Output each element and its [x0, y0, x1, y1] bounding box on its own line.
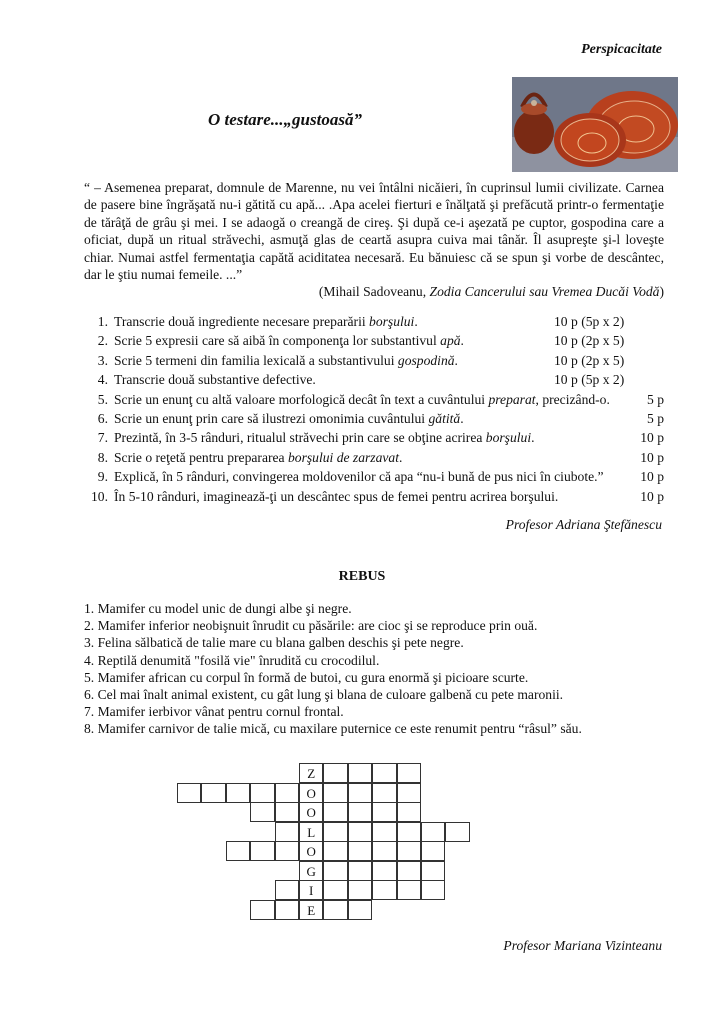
task-number: 5.: [97, 391, 108, 407]
task-text-main: Scrie un enunţ cu altă valoare morfologică decât în text a cuvântului: [114, 391, 489, 407]
task-text: [114, 314, 554, 330]
crossword-cell[interactable]: [372, 822, 396, 842]
crossword-cell[interactable]: [421, 822, 445, 842]
crossword-cell[interactable]: [275, 880, 299, 900]
task-emphasis: gospodină: [397, 352, 455, 368]
task-points: 10 p (5p x 2): [554, 372, 625, 388]
task-item: [84, 372, 664, 391]
rebus-clue: 4. Reptilă denumită "fosilă vie" înrudită cu crocodilul.: [84, 652, 380, 668]
crossword-cell[interactable]: [372, 802, 396, 822]
crossword-cell[interactable]: [397, 763, 421, 783]
crossword-cell[interactable]: [323, 802, 347, 822]
crossword-cell[interactable]: [348, 880, 372, 900]
task-text: [114, 469, 636, 485]
task-number: 7.: [97, 430, 108, 446]
task-points: 10 p: [640, 430, 664, 446]
crossword-cell[interactable]: [323, 900, 347, 920]
task-emphasis: apă: [440, 333, 461, 349]
task-item: [84, 411, 664, 430]
task-text-main: Transcrie două substantive defective.: [114, 372, 316, 388]
rebus-clue: 2. Mamifer inferior neobişnuit înrudit cu păsările: are cioc şi se reproduce prin ouă.: [84, 618, 538, 634]
pottery-image: [512, 77, 678, 172]
task-text-end: .: [399, 449, 403, 465]
crossword-cell[interactable]: [226, 783, 250, 803]
section-label: Perspicacitate: [581, 42, 662, 57]
task-item: [84, 489, 664, 508]
crossword-cell[interactable]: [397, 802, 421, 822]
crossword-cell[interactable]: [323, 783, 347, 803]
task-number: 3.: [97, 352, 108, 368]
crossword-key-cell[interactable]: O: [299, 783, 323, 803]
task-points: 10 p (2p x 5): [554, 333, 625, 349]
task-text-main: Transcrie două ingrediente necesare preparării: [114, 314, 370, 329]
rebus-clue: 6. Cel mai înalt animal existent, cu gât lung şi blana de culoare galbenă cu pete maronii.: [84, 686, 564, 702]
task-number: 8.: [97, 449, 108, 465]
citation-author: (Mihail Sadoveanu,: [318, 284, 430, 300]
crossword-cell[interactable]: [397, 783, 421, 803]
task-text-main: Scrie o reţetă pentru prepararea: [114, 449, 288, 465]
quote-citation: [84, 283, 664, 300]
task-item: [84, 430, 664, 449]
task-number: 4.: [97, 372, 108, 388]
rebus-clue-list: [84, 601, 664, 739]
rebus-clue: 1. Mamifer cu model unic de dungi albe şi negre.: [84, 601, 352, 616]
task-text-end: .: [454, 352, 458, 368]
task-text: [114, 411, 604, 427]
task-points: 10 p: [640, 488, 664, 504]
crossword-cell[interactable]: [323, 822, 347, 842]
crossword-cell[interactable]: [397, 861, 421, 881]
crossword-key-cell[interactable]: L: [299, 822, 323, 842]
crossword-cell[interactable]: [421, 841, 445, 861]
task-text-main: Prezintă, în 3-5 rânduri, ritualul străvechi prin care se obţine acrirea: [114, 430, 486, 446]
crossword-cell[interactable]: [397, 822, 421, 842]
crossword-cell[interactable]: [250, 841, 274, 861]
crossword-cell[interactable]: [348, 841, 372, 861]
crossword-cell[interactable]: [177, 783, 201, 803]
crossword-cell[interactable]: [348, 822, 372, 842]
crossword-cell[interactable]: [250, 900, 274, 920]
rebus-title: REBUS: [338, 569, 386, 584]
task-emphasis: preparat: [488, 391, 536, 407]
crossword-cell[interactable]: [397, 841, 421, 861]
task-text-end: .: [531, 430, 535, 446]
crossword-cell[interactable]: [445, 822, 469, 842]
task-text-end: .: [460, 333, 464, 349]
task-text-end: .: [414, 314, 418, 329]
crossword-key-cell[interactable]: I: [299, 880, 323, 900]
task-item: [84, 353, 664, 372]
crossword-cell[interactable]: [323, 880, 347, 900]
crossword-key-cell[interactable]: E: [299, 900, 323, 920]
crossword-key-cell[interactable]: O: [299, 802, 323, 822]
task-item: [84, 450, 664, 469]
rebus-clue: 8. Mamifer carnivor de talie mică, cu maxilare puternice ce este renumit pentru “râsul” său.: [84, 721, 582, 737]
task-text-main: În 5-10 rânduri, imaginează-ţi un descântec spus de femei pentru acrirea borşului.: [114, 488, 559, 504]
task-text-main: Explică, în 5 rânduri, convingerea moldovenilor că apa “nu-i bună de pus nici în ciubote.”: [114, 469, 604, 485]
task-number: 1.: [97, 314, 108, 329]
task-text: [114, 430, 604, 446]
task-number: 9.: [97, 469, 108, 485]
task-text: [114, 489, 604, 505]
crossword-cell[interactable]: [323, 861, 347, 881]
rebus-clue: 5. Mamifer african cu corpul în formă de butoi, cu gura enormă şi picioare scurte.: [84, 669, 529, 685]
task-points: 10 p: [640, 449, 664, 465]
crossword-cell[interactable]: [348, 763, 372, 783]
task-item: [84, 333, 664, 352]
crossword-cell[interactable]: [275, 802, 299, 822]
task-points: 10 p (2p x 5): [554, 352, 625, 368]
citation-work: Zodia Cancerului sau Vremea Ducăi Vodă: [429, 284, 660, 300]
task-points: 5 p: [647, 410, 664, 426]
task-number: 2.: [97, 333, 108, 349]
article-title: O testare...„gustoasă”: [208, 110, 362, 129]
task-text: [114, 450, 604, 466]
task-item: [84, 392, 664, 411]
task-number: 6.: [97, 410, 108, 426]
pottery-illustration: [512, 77, 678, 172]
crossword-cell[interactable]: [275, 841, 299, 861]
rebus-clue: 3. Felina sălbatică de talie mare cu blana galben deschis şi pete negre.: [84, 635, 464, 651]
quote-block: [84, 179, 664, 301]
rebus-clue: 7. Mamifer ierbivor vânat pentru cornul frontal.: [84, 704, 344, 720]
crossword-cell[interactable]: [372, 841, 396, 861]
task-text-end: , precizând-o.: [535, 391, 610, 407]
task-emphasis: gătită: [428, 410, 461, 426]
crossword-cell[interactable]: [275, 822, 299, 842]
task-number: 10.: [91, 488, 108, 504]
task-emphasis: borşului: [369, 314, 415, 329]
task-emphasis: borşului: [485, 430, 532, 446]
crossword-grid: [177, 763, 477, 923]
task-text-main: Scrie un enunţ prin care să ilustrezi omonimia cuvântului: [114, 410, 429, 426]
task-points: 5 p: [647, 391, 664, 407]
task-points: 10 p: [640, 469, 664, 485]
task-item: [84, 314, 664, 333]
author-signature: Profesor Adriana Ştefănescu: [505, 517, 662, 532]
task-points: 10 p (5p x 2): [554, 314, 625, 329]
crossword-cell[interactable]: [323, 763, 347, 783]
task-text: [114, 333, 554, 349]
quote-text: “ – Asemenea preparat, domnule de Marenne, nu vei întâlni nicăieri, în cuprinsul lumii civilizate. Carnea de pasere bine îngrăşată nu-i gătită cu apă... .Apa acelei fierturi e înălţată şi prefăcută printr-o fermentaţie de tărâţă de grâu şi mei. I se adaogă o creangă de cireş. Şi după ce-i aşezată pe cuptor, gospodina care a oficiat, după un ritual străvechi, asmuţă glas de ceartă asupra cuiva mai tânăr. Îl asupreşte şi-l loveşte chiar. Numai astfel fermentaţia capătă aciditatea necesară. Eu bănuiesc că se spun şi vorbe de descântec, dar le ştiu numai femeile. ...”: [84, 180, 664, 283]
task-text-end: .: [460, 410, 464, 426]
task-text: [114, 353, 554, 369]
crossword-key-cell[interactable]: G: [299, 861, 323, 881]
crossword-cell[interactable]: [348, 783, 372, 803]
task-item: [84, 469, 664, 488]
author-signature: Profesor Mariana Vizinteanu: [503, 938, 662, 953]
task-list: [84, 314, 664, 508]
crossword-cell[interactable]: [250, 783, 274, 803]
task-text: [114, 392, 643, 408]
task-text-main: Scrie 5 termeni din familia lexicală a substantivului: [114, 352, 398, 368]
task-text: [114, 372, 554, 388]
crossword-cell[interactable]: [421, 861, 445, 881]
crossword-cell[interactable]: [275, 900, 299, 920]
crossword-cell[interactable]: [421, 880, 445, 900]
crossword-cell[interactable]: [348, 861, 372, 881]
jug-body: [514, 110, 554, 154]
crossword-cell[interactable]: [348, 900, 372, 920]
crossword-cell[interactable]: [275, 783, 299, 803]
crossword-key-cell[interactable]: Z: [299, 763, 323, 783]
crossword-cell[interactable]: [372, 783, 396, 803]
crossword-cell[interactable]: [226, 841, 250, 861]
task-text-main: Scrie 5 expresii care să aibă în componenţa lor substantivul: [114, 333, 441, 349]
crossword-cell[interactable]: [201, 783, 225, 803]
citation-close: ): [659, 284, 664, 300]
task-emphasis: borşului de zarzavat: [287, 449, 400, 465]
crossword-cell[interactable]: [397, 880, 421, 900]
crossword-cell[interactable]: [250, 802, 274, 822]
crossword-cell[interactable]: [323, 841, 347, 861]
crossword-key-cell[interactable]: O: [299, 841, 323, 861]
crossword-cell[interactable]: [372, 861, 396, 881]
crossword-cell[interactable]: [372, 880, 396, 900]
crossword-cell[interactable]: [372, 763, 396, 783]
crossword-cell[interactable]: [348, 802, 372, 822]
